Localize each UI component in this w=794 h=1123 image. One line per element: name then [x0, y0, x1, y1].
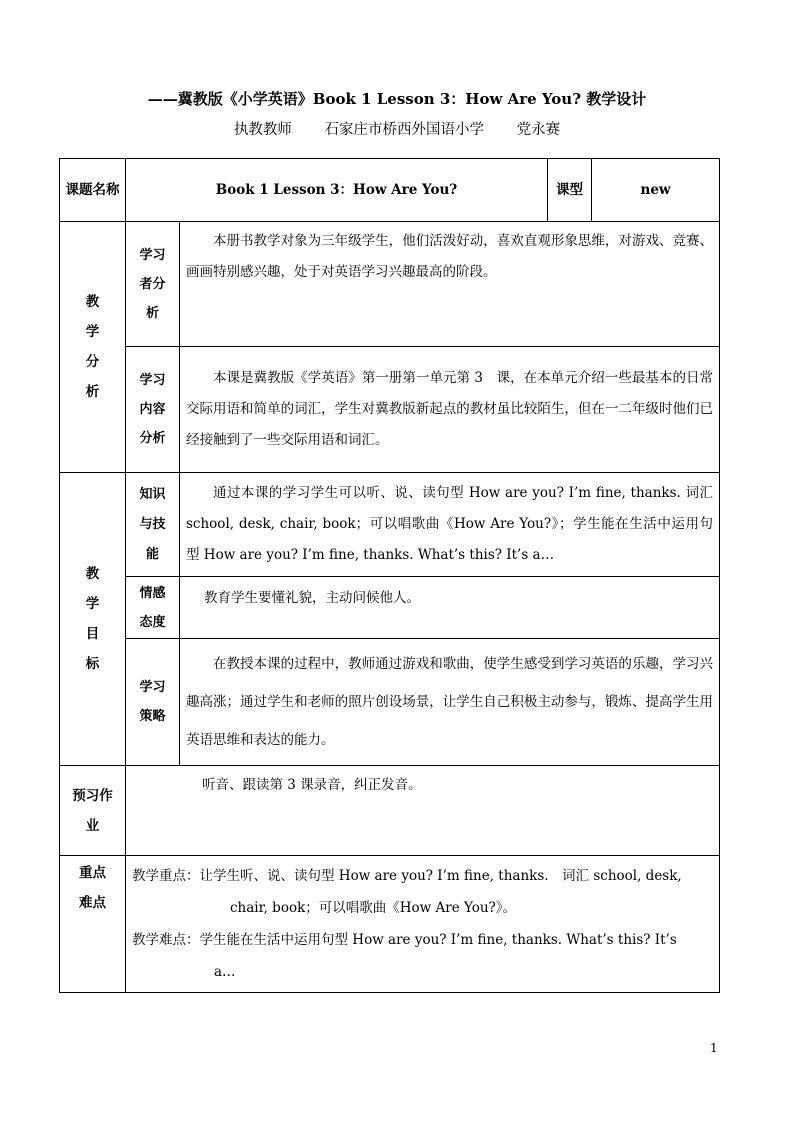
knowledge-row: [60, 473, 720, 577]
topic-label: 课题名称: [60, 159, 126, 222]
teacher-label: 执教教师: [233, 122, 292, 138]
difficulty-line2: a…: [214, 964, 236, 980]
key-content: [126, 856, 720, 993]
key-row: [60, 856, 720, 993]
learner-label: 学习者分析: [126, 222, 180, 347]
teacher-line: [0, 118, 794, 139]
key-label: 重点难点: [60, 856, 126, 993]
learner-text: 本册书教学对象为三年级学生，他们活泼好动，喜欢直观形象思维，对游戏、竞赛、画画特别感兴趣，处于对英语学习兴趣最高的阶段。: [180, 222, 720, 347]
attitude-label: 情感态度: [126, 577, 180, 639]
strategy-label: 学习策略: [126, 639, 180, 766]
focus-line1: 教学重点：让学生听、说、读句型 How are you? I’m fine, thanks. 词汇 school, desk,: [132, 868, 682, 884]
preview-label: 预习作业: [60, 766, 126, 856]
focus-line2: chair, book；可以唱歌曲《How Are You?》。: [230, 900, 517, 916]
difficulty-line1: 教学难点：学生能在生活中运用句型 How are you? I’m fine, thanks. What’s this? It’s: [132, 932, 677, 948]
school-name: 石家庄市桥西外国语小学: [324, 122, 484, 138]
document-title: ——冀教版《小学英语》Book 1 Lesson 3：How Are You? 教学设计: [147, 90, 647, 108]
knowledge-text: 通过本课的学习学生可以听、说、读句型 How are you? I’m fine, thanks. 词汇 school, desk, chair, book；可以唱歌曲《How Are You?》；学生能在生活中运用句型 How are you? I’m fine, thanks. What’s this? It’s a…: [180, 473, 720, 577]
type-value: new: [592, 159, 720, 222]
content-label: 学习内容分析: [126, 347, 180, 473]
learner-analysis-row: [60, 222, 720, 347]
goals-label: 教学目标: [60, 473, 126, 766]
preview-text: 听音、跟读第 3 课录音，纠正发音。: [126, 766, 720, 856]
page-number: 1: [710, 1041, 718, 1055]
content-analysis-row: [60, 347, 720, 473]
topic-row: [60, 159, 720, 222]
lesson-plan-table: [59, 158, 720, 993]
strategy-row: [60, 639, 720, 766]
attitude-text: 教育学生要懂礼貌，主动问候他人。: [180, 577, 720, 639]
knowledge-label: 知识与技能: [126, 473, 180, 577]
attitude-row: [60, 577, 720, 639]
content-text: 本课是冀教版《学英语》第一册第一单元第 3 课，在本单元介绍一些最基本的日常交际用语和简单的词汇，学生对冀教版新起点的教材虽比较陌生，但在一二年级时他们已经接触到了一些交际用语和词汇。: [180, 347, 720, 473]
analysis-label: 教学分析: [60, 222, 126, 473]
strategy-text: 在教授本课的过程中，教师通过游戏和歌曲，使学生感受到学习英语的乐趣，学习兴趣高涨；通过学生和老师的照片创设场景，让学生自己积极主动参与，锻炼、提高学生用英语思维和表达的能力。: [180, 639, 720, 766]
topic-value: Book 1 Lesson 3：How Are You?: [126, 159, 548, 222]
preview-row: [60, 766, 720, 856]
teacher-name: 党永赛: [516, 122, 561, 138]
type-label: 课型: [548, 159, 592, 222]
